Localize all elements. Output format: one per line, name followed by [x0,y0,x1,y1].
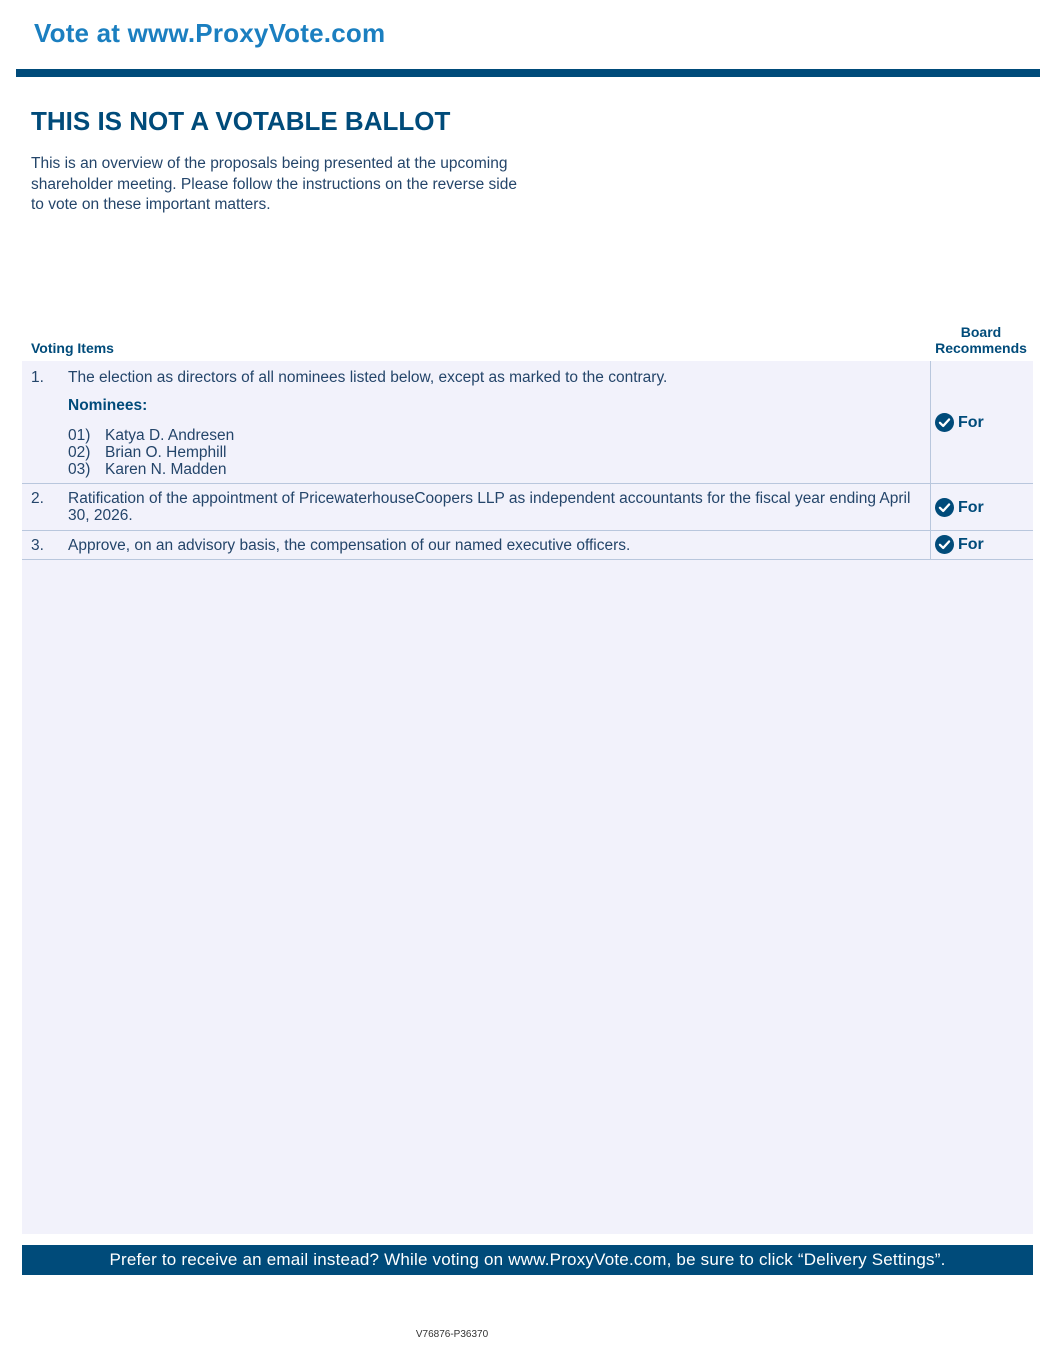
voting-item-1 [22,361,1033,484]
recommendation [935,413,984,432]
nominee-name: Katya D. Andresen [105,427,235,444]
recommendation-cell [930,531,1034,559]
intro-text: This is an overview of the proposals being presented at the upcoming shareholder meeting. Please follow the instructions on the reverse side to vote on these important matters. [31,155,517,213]
column-header-voting-items: Voting Items [31,340,114,356]
document-code: V76876-P36370 [415,1329,489,1340]
check-circle-icon [935,498,954,517]
check-circle-icon [935,413,954,432]
nominee-name: Karen N. Madden [105,461,227,478]
nominee-item [68,427,234,444]
nominee-number: 03) [68,461,91,478]
column-header-board-recommends [928,324,1034,356]
ballot-heading: THIS IS NOT A VOTABLE BALLOT [31,106,451,136]
item-number: 3. [31,537,44,554]
header-title: Vote at www.ProxyVote.com [34,18,386,48]
recommendation [935,498,984,517]
voting-item-2 [22,484,1033,531]
nominee-item [68,444,226,461]
nominee-name: Brian O. Hemphill [105,444,227,461]
recommendation-cell [930,361,1034,483]
recommendation-label: For [958,498,984,516]
item-text: Approve, on an advisory basis, the compensation of our named executive officers. [68,537,631,554]
item-number: 1. [31,369,44,386]
recommendation-label: For [958,413,984,431]
item-text: The election as directors of all nominees listed below, except as marked to the contrary. [68,369,668,386]
nominee-number: 02) [68,444,91,461]
column-header-board-recommends-line2: Recommends [935,340,1027,356]
recommendation-cell [930,484,1034,530]
nominees-label: Nominees: [68,397,148,414]
column-header-board-recommends-line1: Board [960,324,1002,340]
voting-items-panel [22,361,1033,1234]
item-number: 2. [31,490,44,507]
header-divider [16,69,1040,77]
nominee-number: 01) [68,427,91,444]
nominee-item [68,461,227,478]
item-text: Ratification of the appointment of PricewaterhouseCoopers LLP as independent accountants for the fiscal year ending April 30, 2026. [68,490,911,524]
recommendation-label: For [958,535,984,553]
check-circle-icon [935,535,954,554]
recommendation [935,535,984,554]
voting-item-3 [22,531,1033,560]
delivery-settings-banner: Prefer to receive an email instead? While voting on www.ProxyVote.com, be sure to click “Delivery Settings”. [22,1245,1033,1275]
